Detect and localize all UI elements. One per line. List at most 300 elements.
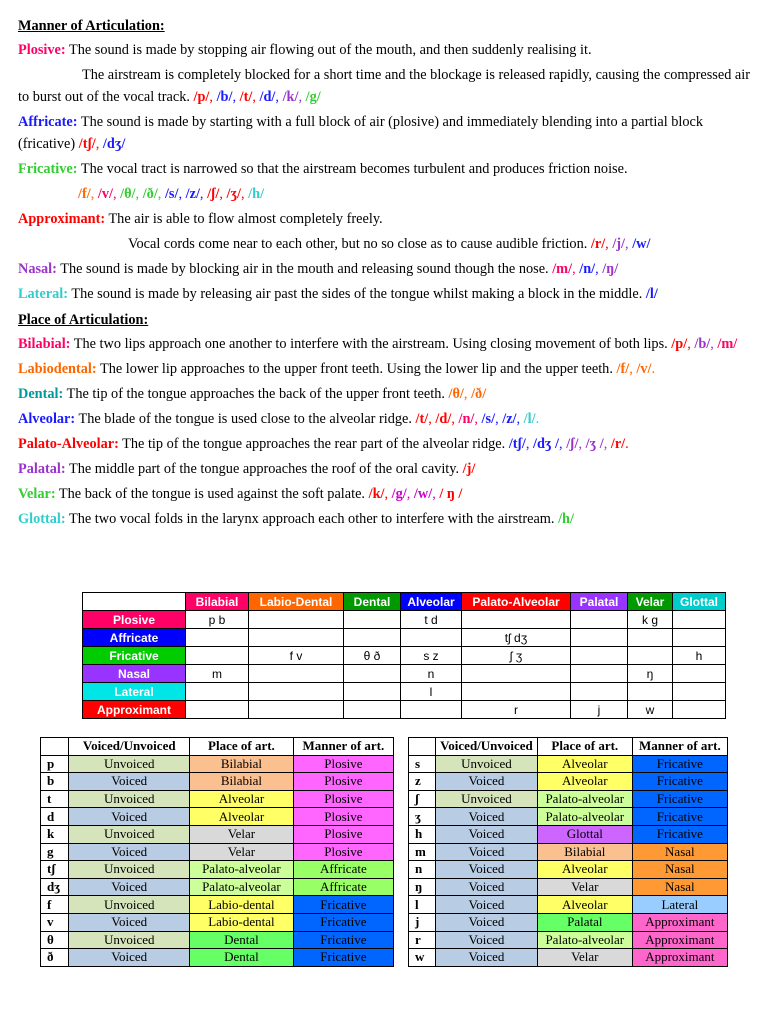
table-place: Bilabial [190,755,294,773]
separator: , [241,186,249,202]
ipa-symbol: /d/ [435,411,452,427]
chart-cell [673,629,726,647]
separator: , [112,186,121,202]
table-manner: Approximant [632,913,727,931]
table-place: Palato-alveolar [190,878,294,896]
table-voicing: Unvoiced [69,825,190,843]
table-symbol: h [409,825,436,843]
glottal-paragraph: Glottal: The two vocal folds in the larynx approach each other to interfere with the airstream. /h/ [18,511,574,527]
table-symbol: tʃ [41,861,69,879]
chart-col-header: Palatal [571,593,628,611]
separator: , [474,411,482,427]
affricate-paragraph: Affricate: The sound is made by starting with a full block of air (plosive) and immediately blending into a partial block (fricative) /tʃ/, /dʒ/ [18,114,704,152]
ipa-symbol: /ð/ [471,386,487,402]
ipa-symbol: /h/ [558,511,574,527]
table-manner: Approximant [632,931,727,949]
chart-row-header: Lateral [83,683,186,701]
chart-cell [571,647,628,665]
chart-cell [628,629,673,647]
ipa-symbol: /w/ [413,486,433,502]
chart-cell: l [401,683,462,701]
ipa-symbol: /w/ [632,236,651,252]
ipa-symbol: /tʃ/ [78,136,96,152]
chart-col-header: Velar [628,593,673,611]
table-place: Palato-alveolar [537,790,632,808]
ipa-symbol: /n/ [458,411,475,427]
table-row [41,861,394,879]
ipa-symbol: /s/ [481,411,496,427]
table-voicing: Voiced [69,808,190,826]
chart-cell: p b [186,611,249,629]
table-symbol: θ [41,931,69,949]
approximant-term: Approximant: [18,211,106,227]
approximant-paragraph: Approximant: The air is able to flow almost completely freely. [18,211,383,227]
ipa-symbol: /k/ [282,89,299,105]
table-manner: Fricative [293,931,393,949]
ipa-symbol: /z/ [502,411,517,427]
manner-heading: Manner of Articulation: [18,18,165,34]
separator: , [525,436,533,452]
table-header-symbol [41,738,69,756]
ipa-symbol: / ŋ / [439,486,463,502]
separator: , [298,89,306,105]
left-consonant-table [40,737,394,967]
palatoalveolar-term: Palato-Alveolar: [18,436,119,452]
chart-cell [249,629,344,647]
table-manner: Fricative [632,790,727,808]
table-manner: Affricate [293,861,393,879]
chart-cell [249,665,344,683]
separator: , [572,261,580,277]
bilabial-paragraph: Bilabial: The two lips approach one another to interfere with the airstream. Using closing movement of both lips. /p/, /b/, /m/ [18,336,738,352]
table-voicing: Voiced [436,913,538,931]
separator: , [199,186,208,202]
table-header-symbol [409,738,436,756]
table-row [409,843,728,861]
table-row [41,913,394,931]
ipa-symbol: /p/ [671,336,688,352]
table-voicing: Voiced [436,861,538,879]
chart-corner [83,593,186,611]
table-voicing: Voiced [436,808,538,826]
table-voicing: Unvoiced [69,896,190,914]
affricate-term: Affricate: [18,114,78,130]
alveolar-symbols [416,411,540,427]
table-symbol: w [409,949,436,967]
chart-cell: m [186,665,249,683]
glottal-symbols [558,511,574,527]
palatoalveolar-paragraph: Palato-Alveolar: The tip of the tongue approaches the rear part of the alveolar ridge. /tʃ/, /dʒ /, /ʃ/, /ʒ /, /r/. [18,436,629,452]
chart-cell [462,611,571,629]
separator: . [535,411,540,427]
table-place: Alveolar [190,808,294,826]
separator: , [157,186,165,202]
table-voicing: Voiced [69,913,190,931]
table-symbol: dʒ [41,878,69,896]
chart-row-header: Plosive [83,611,186,629]
chart-cell [344,683,401,701]
ipa-symbol: /b/ [694,336,711,352]
table-voicing: Voiced [69,949,190,967]
bilabial-symbols [671,336,737,352]
separator: , [384,486,392,502]
separator: , [209,89,217,105]
table-symbol: b [41,773,69,791]
chart-cell [249,683,344,701]
table-row [41,949,394,967]
chart-cell [673,683,726,701]
alveolar-paragraph: Alveolar: The blade of the tongue is used close to the alveolar ridge. /t/, /d/, /n/, /s/, /z/, /l/. [18,411,540,427]
palatal-paragraph: Palatal: The middle part of the tongue approaches the roof of the oral cavity. /j/ [18,461,476,477]
table-symbol: t [41,790,69,808]
ipa-symbol: /m/ [552,261,573,277]
place-heading: Place of Articulation: [18,312,149,328]
page-content [18,14,753,533]
approximant-paragraph-2: Vocal cords come near to each other, but no so close as to cause audible friction. /r/, /j/, /w/ [128,236,651,252]
chart-cell [186,683,249,701]
table-place: Dental [190,931,294,949]
table-symbol: g [41,843,69,861]
table-voicing: Voiced [436,773,538,791]
dental-symbols [449,386,487,402]
table-voicing: Unvoiced [69,790,190,808]
ipa-symbol: /j/ [462,461,476,477]
fricative-symbols-line [18,183,753,205]
chart-cell [462,683,571,701]
palatal-symbols [463,461,476,477]
ipa-symbol: /t/ [239,89,253,105]
table-place: Velar [537,949,632,967]
table-voicing: Voiced [69,843,190,861]
nasal-symbols [552,261,618,277]
ipa-symbol: /θ/ [448,386,464,402]
table-row [41,896,394,914]
separator: , [603,436,611,452]
separator: , [178,186,186,202]
separator: , [559,436,567,452]
table-place: Glottal [537,825,632,843]
table-voicing: Voiced [436,878,538,896]
separator: , [687,336,695,352]
table-row [409,878,728,896]
table-row [409,825,728,843]
table-place: Labio-dental [190,896,294,914]
separator: , [90,186,98,202]
chart-cell [344,629,401,647]
ipa-symbol: /s/ [164,186,179,202]
chart-row-header: Fricative [83,647,186,665]
table-symbol: d [41,808,69,826]
chart-cell [186,701,249,719]
table-header: Place of art. [190,738,294,756]
plosive-symbols [194,89,321,105]
lateral-symbols [646,286,658,302]
table-header: Place of art. [537,738,632,756]
ipa-symbol: /ʃ/ [566,436,579,452]
ipa-symbol: /z/ [185,186,200,202]
separator: , [406,486,414,502]
chart-cell: tʃ dʒ [462,629,571,647]
labiodental-paragraph: Labiodental: The lower lip approaches to the upper front teeth. Using the lower lip and the upper teeth. /f/, /v/. [18,361,656,377]
table-place: Dental [190,949,294,967]
affricate-symbols [79,136,126,152]
plosive-paragraph-2: The airstream is completely blocked for a short time and the blockage is released rapidly, causing the compressed air to burst out of the vocal track. /p/, /b/, /t/, /d/, /k/, /g/ [18,67,751,105]
table-place: Alveolar [190,790,294,808]
table-manner: Lateral [632,896,727,914]
table-manner: Plosive [293,808,393,826]
table-voicing: Voiced [436,825,538,843]
table-symbol: k [41,825,69,843]
separator: . [625,436,629,452]
chart-cell: ŋ [628,665,673,683]
table-place: Alveolar [537,896,632,914]
table-symbol: f [41,896,69,914]
table-place: Labio-dental [190,913,294,931]
table-manner: Fricative [632,755,727,773]
chart-cell [186,647,249,665]
table-place: Bilabial [537,843,632,861]
separator: , [232,89,240,105]
table-voicing: Unvoiced [69,861,190,879]
ipa-symbol: /b/ [216,89,233,105]
table-row [41,755,394,773]
ipa-symbol: /ð/ [142,186,158,202]
table-row [409,861,728,879]
separator: , [516,411,524,427]
ipa-symbol: /tʃ/ [508,436,526,452]
chart-cell: θ ð [344,647,401,665]
table-place: Palato-alveolar [537,808,632,826]
table-header: Voiced/Unvoiced [69,738,190,756]
chart-col-header: Alveolar [401,593,462,611]
table-row [409,773,728,791]
chart-row-header: Approximant [83,701,186,719]
chart-cell [401,701,462,719]
chart-col-header: Labio-Dental [249,593,344,611]
separator: , [451,411,459,427]
ipa-symbol: /v/ [636,361,652,377]
separator: . [651,361,656,377]
ipa-symbol: /m/ [717,336,738,352]
separator: , [625,236,633,252]
ipa-symbol: /j/ [612,236,626,252]
ipa-symbol: /r/ [610,436,626,452]
separator: , [710,336,718,352]
table-voicing: Unvoiced [69,931,190,949]
chart-cell [571,629,628,647]
table-place: Palato-alveolar [190,861,294,879]
separator: , [95,136,103,152]
table-manner: Fricative [632,825,727,843]
table-voicing: Voiced [436,949,538,967]
table-place: Alveolar [537,755,632,773]
table-manner: Nasal [632,843,727,861]
chart-col-header: Dental [344,593,401,611]
table-row [409,755,728,773]
table-voicing: Unvoiced [69,755,190,773]
lateral-term: Lateral: [18,286,69,302]
table-symbol: j [409,913,436,931]
table-manner: Fricative [293,949,393,967]
velar-symbols [369,486,463,502]
table-symbol: v [41,913,69,931]
table-row [41,843,394,861]
table-voicing: Unvoiced [436,790,538,808]
table-place: Velar [190,825,294,843]
ipa-symbol: /t/ [415,411,429,427]
table-header: Manner of art. [293,738,393,756]
chart-cell: ʃ ʒ [462,647,571,665]
table-manner: Plosive [293,790,393,808]
table-manner: Plosive [293,825,393,843]
chart-col-header: Palato-Alveolar [462,593,571,611]
table-symbol: ŋ [409,878,436,896]
table-row [409,790,728,808]
chart-cell [186,629,249,647]
palatoalveolar-symbols [509,436,629,452]
table-row [409,913,728,931]
velar-term: Velar: [18,486,56,502]
nasal-paragraph: Nasal: The sound is made by blocking air in the mouth and releasing sound though the nose. /m/, /n/, /ŋ/ [18,261,619,277]
ipa-symbol: /g/ [305,89,321,105]
ipa-symbol: /n/ [579,261,596,277]
ipa-symbol: /ʒ / [585,436,604,452]
separator: , [135,186,143,202]
chart-cell [571,665,628,683]
table-symbol: p [41,755,69,773]
table-manner: Plosive [293,773,393,791]
chart-row-header: Nasal [83,665,186,683]
table-place: Alveolar [537,861,632,879]
table-row [409,949,728,967]
separator: , [578,436,586,452]
right-consonant-table [408,737,728,967]
table-manner: Plosive [293,755,393,773]
table-voicing: Unvoiced [436,755,538,773]
approximant-symbols [591,236,651,252]
separator: , [428,411,436,427]
table-symbol: n [409,861,436,879]
chart-cell [571,611,628,629]
chart-cell [628,647,673,665]
table-manner: Plosive [293,843,393,861]
separator: , [595,261,603,277]
labiodental-term: Labiodental: [18,361,97,377]
palatal-term: Palatal: [18,461,66,477]
separator: , [219,186,227,202]
table-header: Voiced/Unvoiced [436,738,538,756]
table-symbol: ʒ [409,808,436,826]
ipa-symbol: /d/ [259,89,276,105]
separator: , [495,411,503,427]
chart-cell [344,611,401,629]
chart-cell: j [571,701,628,719]
lateral-paragraph: Lateral: The sound is made by releasing air past the sides of the tongue whilst making a block in the middle. /l/ [18,286,658,302]
table-symbol: m [409,843,436,861]
ipa-symbol: /r/ [590,236,606,252]
table-row [409,931,728,949]
ipa-symbol: /ʒ/ [226,186,241,202]
table-symbol: ʃ [409,790,436,808]
chart-cell: n [401,665,462,683]
table-row [41,931,394,949]
chart-cell [462,665,571,683]
separator: , [275,89,283,105]
chart-col-header: Glottal [673,593,726,611]
table-place: Palatal [537,913,632,931]
dental-term: Dental: [18,386,64,402]
table-symbol: z [409,773,436,791]
table-voicing: Voiced [436,843,538,861]
velar-paragraph: Velar: The back of the tongue is used against the soft palate. /k/, /g/, /w/, / ŋ / [18,486,463,502]
table-manner: Nasal [632,878,727,896]
table-symbol: ð [41,949,69,967]
table-manner: Nasal [632,861,727,879]
chart-cell: w [628,701,673,719]
ipa-symbol: /f/ [616,361,630,377]
table-row [409,896,728,914]
chart-cell [673,665,726,683]
chart-cell: f v [249,647,344,665]
alveolar-term: Alveolar: [18,411,76,427]
chart-cell: r [462,701,571,719]
separator: , [629,361,637,377]
separator: , [463,386,472,402]
table-manner: Fricative [632,773,727,791]
table-voicing: Voiced [436,931,538,949]
ipa-symbol: /h/ [248,186,265,202]
table-symbol: l [409,896,436,914]
table-row [41,773,394,791]
plosive-paragraph: Plosive: The sound is made by stopping air flowing out of the mouth, and then suddenly realising it. [18,42,592,58]
plosive-term: Plosive: [18,42,66,58]
ipa-symbol: /l/ [645,286,658,302]
table-symbol: r [409,931,436,949]
table-place: Palato-alveolar [537,931,632,949]
chart-cell: t d [401,611,462,629]
separator: , [605,236,613,252]
chart-cell [628,683,673,701]
table-place: Bilabial [190,773,294,791]
consonant-chart [82,592,726,719]
table-place: Velar [190,843,294,861]
glottal-term: Glottal: [18,511,66,527]
fricative-paragraph: Fricative: The vocal tract is narrowed so that the airstream becomes turbulent and produces friction noise. [18,161,628,177]
chart-col-header: Bilabial [186,593,249,611]
chart-cell [673,701,726,719]
ipa-symbol: /g/ [391,486,407,502]
labiodental-symbols [616,361,655,377]
table-row [409,808,728,826]
chart-cell [249,701,344,719]
ipa-symbol: /θ/ [120,186,136,202]
chart-cell [344,665,401,683]
separator: , [252,89,260,105]
fricative-symbols [78,186,264,202]
ipa-symbol: /ʃ/ [207,186,220,202]
table-row [41,790,394,808]
ipa-symbol: /f/ [78,186,91,202]
ipa-symbol: /p/ [193,89,210,105]
ipa-symbol: /l/ [523,411,536,427]
table-row [41,878,394,896]
table-voicing: Voiced [436,896,538,914]
ipa-symbol: /dʒ/ [102,136,126,152]
ipa-symbol: /v/ [97,186,113,202]
table-place: Alveolar [537,773,632,791]
nasal-term: Nasal: [18,261,57,277]
table-voicing: Voiced [69,773,190,791]
